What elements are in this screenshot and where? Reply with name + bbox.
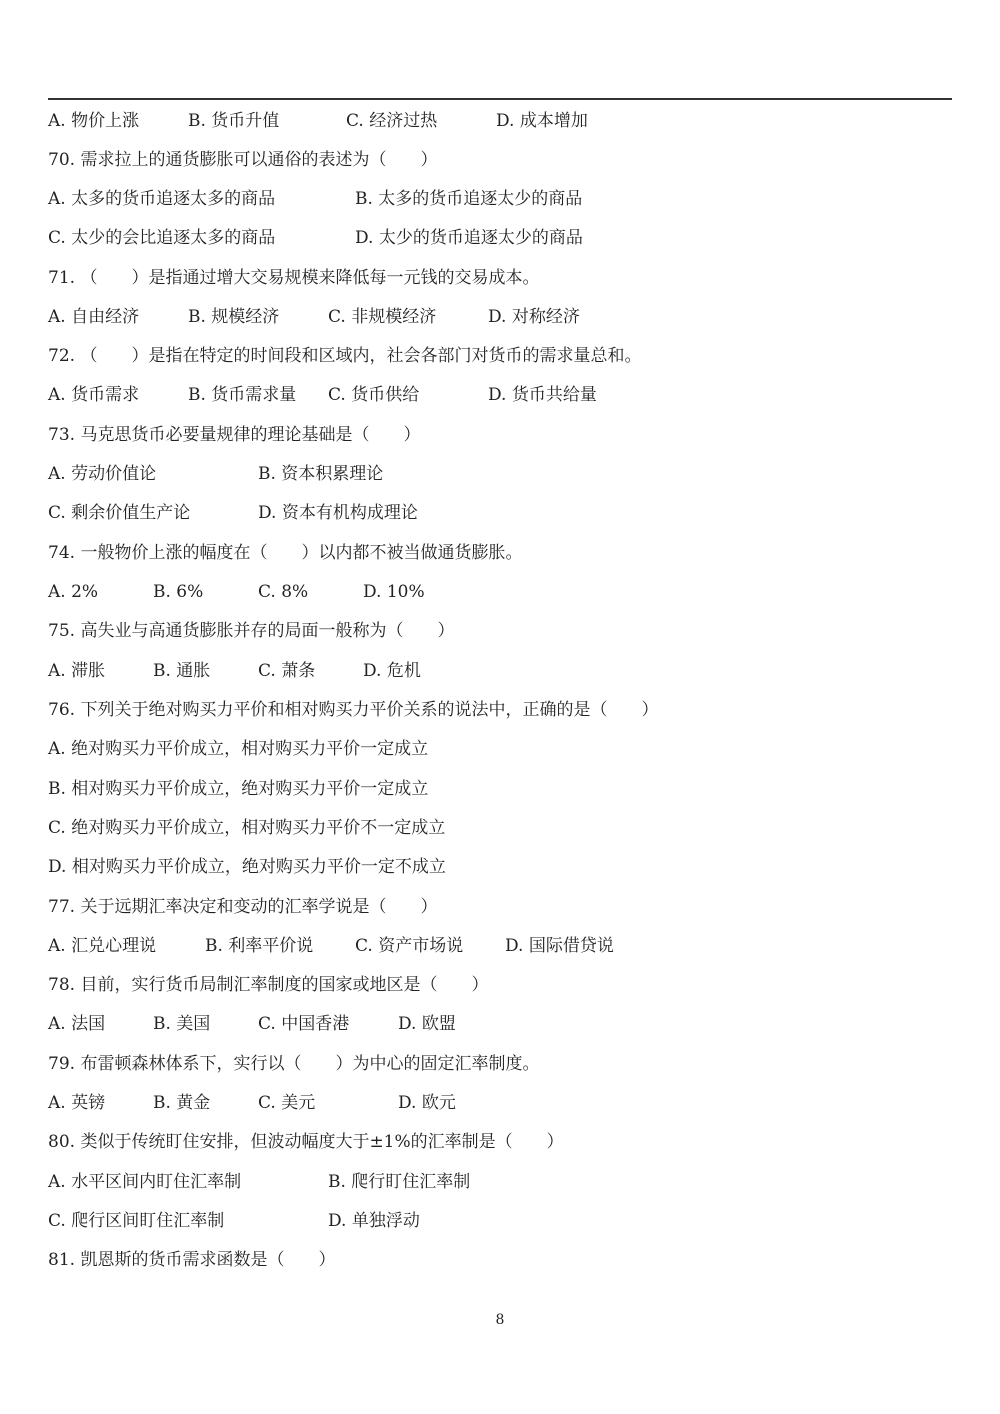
option: B. 通胀 <box>153 661 211 681</box>
page-number: 8 <box>495 1312 505 1328</box>
option: A. 绝对购买力平价成立，相对购买力平价一定成立 <box>48 739 429 759</box>
question-72: 72. （ ）是指在特定的时间段和区域内，社会各部门对货币的需求量总和。 <box>48 346 642 366</box>
question-71: 71. （ ）是指通过增大交易规模来降低每一元钱的交易成本。 <box>48 268 540 288</box>
question-79: 79. 布雷顿森林体系下，实行以（ ）为中心的固定汇率制度。 <box>48 1054 540 1074</box>
option: B. 货币需求量 <box>188 385 297 405</box>
option: C. 爬行区间盯住汇率制 <box>48 1211 225 1231</box>
question-80: 80. 类似于传统盯住安排，但波动幅度大于±1%的汇率制是（ ） <box>48 1132 564 1152</box>
option: B. 爬行盯住汇率制 <box>328 1172 471 1192</box>
option: D. 太少的货币追逐太少的商品 <box>355 228 583 248</box>
option: A. 滞胀 <box>48 661 106 681</box>
option: D. 相对购买力平价成立，绝对购买力平价一定不成立 <box>48 857 446 877</box>
option: C. 中国香港 <box>258 1014 350 1034</box>
option: A. 太多的货币追逐太多的商品 <box>48 189 276 209</box>
option: C. 萧条 <box>258 661 316 681</box>
option: D. 货币共给量 <box>488 385 597 405</box>
option: B. 货币升值 <box>188 111 280 131</box>
option: A. 物价上涨 <box>48 111 140 131</box>
option: C. 经济过热 <box>346 111 438 131</box>
question-77: 77. 关于远期汇率决定和变动的汇率学说是（ ） <box>48 897 438 917</box>
option: C. 美元 <box>258 1093 316 1113</box>
question-73: 73. 马克思货币必要量规律的理论基础是（ ） <box>48 425 421 445</box>
option: B. 规模经济 <box>188 307 280 327</box>
option: D. 对称经济 <box>488 307 580 327</box>
question-75: 75. 高失业与高通货膨胀并存的局面一般称为（ ） <box>48 621 455 641</box>
option: A. 水平区间内盯住汇率制 <box>48 1172 242 1192</box>
option: B. 太多的货币追逐太少的商品 <box>355 189 583 209</box>
option: D. 成本增加 <box>496 111 588 131</box>
question-78: 78. 目前，实行货币局制汇率制度的国家或地区是（ ） <box>48 975 489 995</box>
option: D. 国际借贷说 <box>505 936 614 956</box>
option: B. 资本积累理论 <box>258 464 384 484</box>
option: C. 太少的会比追逐太多的商品 <box>48 228 276 248</box>
option: B. 黄金 <box>153 1093 211 1113</box>
option: D. 危机 <box>363 661 421 681</box>
option: A. 法国 <box>48 1014 106 1034</box>
question-81: 81. 凯恩斯的货币需求函数是（ ） <box>48 1250 336 1270</box>
option: A. 自由经济 <box>48 307 140 327</box>
option: D. 10% <box>363 582 425 602</box>
option: C. 资产市场说 <box>355 936 464 956</box>
option: A. 货币需求 <box>48 385 140 405</box>
question-74: 74. 一般物价上涨的幅度在（ ）以内都不被当做通货膨胀。 <box>48 543 523 563</box>
option: A. 英镑 <box>48 1093 106 1113</box>
option: D. 单独浮动 <box>328 1211 420 1231</box>
option: B. 6% <box>153 582 204 602</box>
option: C. 8% <box>258 582 309 602</box>
option: C. 绝对购买力平价成立，相对购买力平价不一定成立 <box>48 818 446 838</box>
option: C. 货币供给 <box>328 385 420 405</box>
option: C. 剩余价值生产论 <box>48 503 191 523</box>
header-rule <box>48 98 952 100</box>
option: D. 欧元 <box>398 1093 456 1113</box>
option: A. 汇兑心理说 <box>48 936 157 956</box>
option: A. 2% <box>48 582 99 602</box>
option: C. 非规模经济 <box>328 307 437 327</box>
option: B. 美国 <box>153 1014 211 1034</box>
question-76: 76. 下列关于绝对购买力平价和相对购买力平价关系的说法中，正确的是（ ） <box>48 700 659 720</box>
option: B. 相对购买力平价成立，绝对购买力平价一定成立 <box>48 779 429 799</box>
option: A. 劳动价值论 <box>48 464 157 484</box>
option: D. 资本有机构成理论 <box>258 503 418 523</box>
option: D. 欧盟 <box>398 1014 456 1034</box>
option: B. 利率平价说 <box>205 936 314 956</box>
question-70: 70. 需求拉上的通货膨胀可以通俗的表述为（ ） <box>48 150 438 170</box>
